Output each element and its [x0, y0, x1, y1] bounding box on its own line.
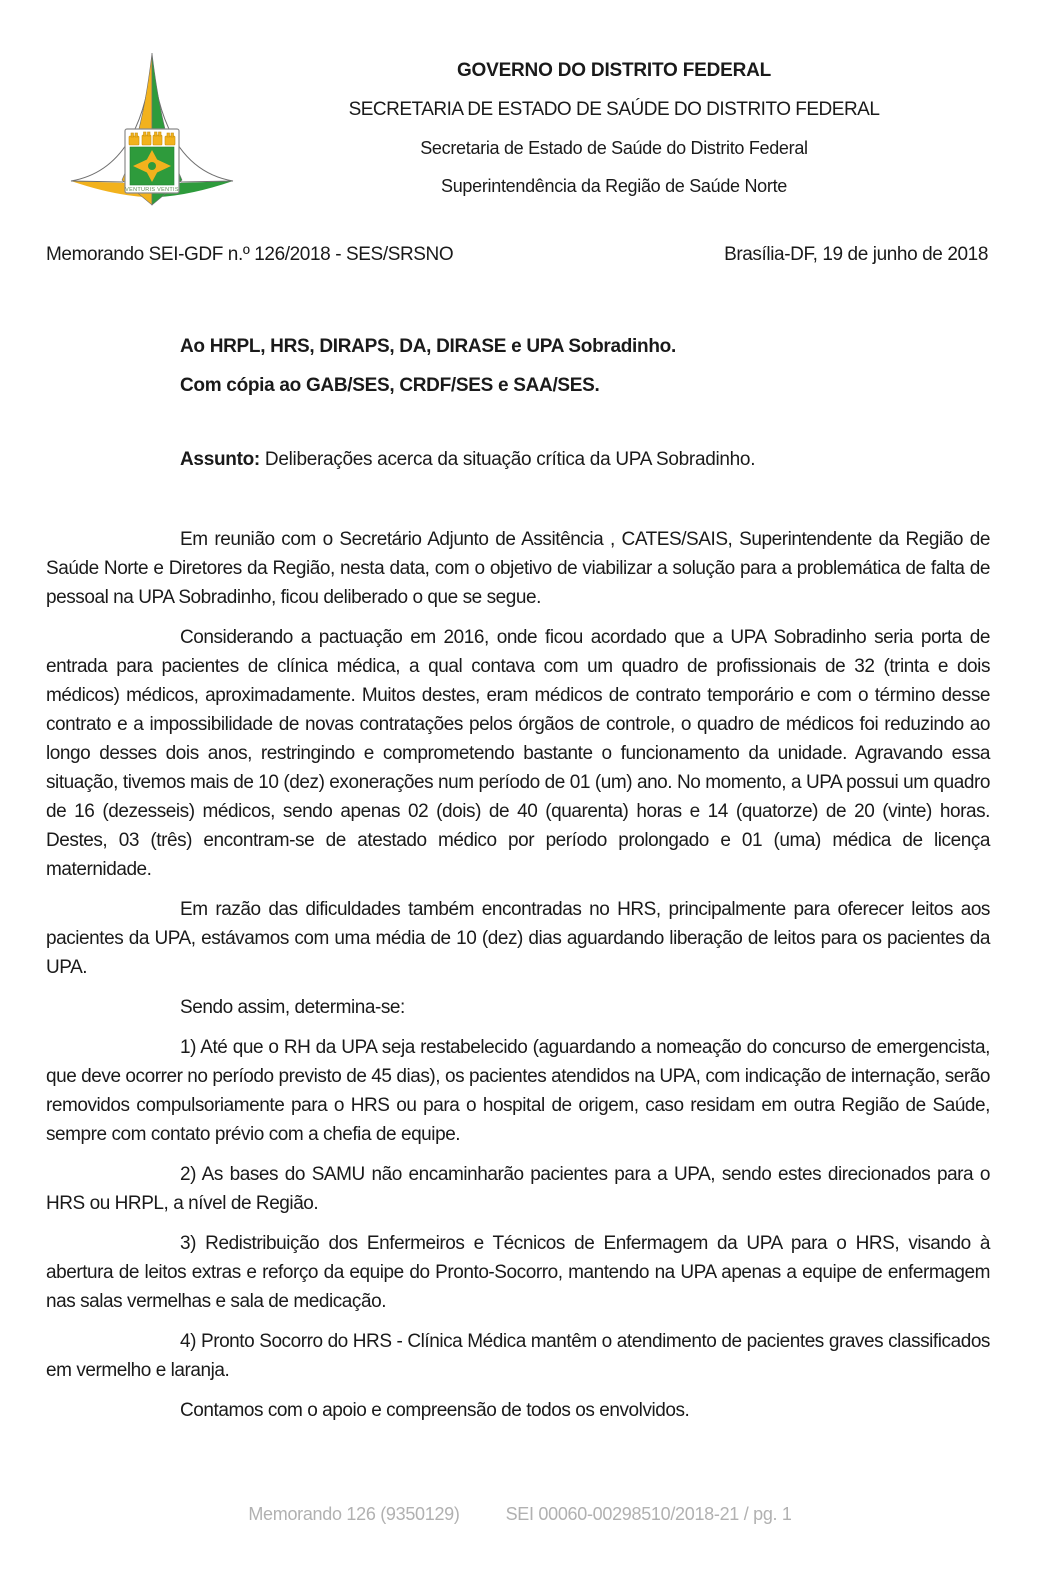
body-paragraph: 2) As bases do SAMU não encaminharão pacientes para a UPA, sendo estes direcionados para o HRS ou HRPL, a nível de Região. [46, 1164, 990, 1214]
memo-place-date: Brasília-DF, 19 de junho de 2018 [724, 244, 988, 265]
letterhead-secretariat-caps: SECRETARIA DE ESTADO DE SAÚDE DO DISTRITO FEDERAL [348, 99, 880, 120]
memo-number: Memorando SEI-GDF n.º 126/2018 - SES/SRSNO [46, 244, 454, 265]
logo-shield [125, 129, 179, 193]
letterhead-superintendence: Superintendência da Região de Saúde Norte [441, 176, 787, 196]
subject-line [180, 449, 990, 471]
memo-body [46, 525, 990, 1425]
gdf-coat-of-arms-icon [66, 50, 238, 208]
letterhead-government: GOVERNO DO DISTRITO FEDERAL [456, 60, 772, 81]
page-footer [0, 1504, 1040, 1525]
body-paragraph: 3) Redistribuição dos Enfermeiros e Técnicos de Enfermagem da UPA para o HRS, visando à abertura de leitos extras e reforço da equipe do Pronto-Socorro, mantendo na UPA apenas a equipe de enfermagem nas salas vermelhas e sala de medicação. [46, 1233, 990, 1312]
recipient-to-line: Ao HRPL, HRS, DIRAPS, DA, DIRASE e UPA Sobradinho. [180, 336, 676, 357]
logo-cross-center [148, 162, 156, 170]
body-paragraph: Sendo assim, determina-se: [180, 997, 405, 1018]
document-header [0, 0, 1040, 214]
body-paragraph: Em reunião com o Secretário Adjunto de Assitência , CATES/SAIS, Superintendente da Região de Saúde Norte e Diretores da Região, nesta data, com o objetivo de viabilizar a solução para a problemática de falta de pessoal na UPA Sobradinho, ficou deliberado o que se segue. [46, 529, 990, 608]
footer-memo-ref: Memorando 126 (9350129) [248, 1504, 460, 1524]
subject-text: Deliberações acerca da situação crítica da UPA Sobradinho. [259, 449, 756, 470]
logo-motto-text: VENTURIS VENTIS [125, 187, 179, 193]
body-paragraph: Contamos com o apoio e compreensão de todos os envolvidos. [180, 1400, 690, 1421]
footer-sei-ref: SEI 00060-00298510/2018-21 / pg. 1 [505, 1504, 792, 1524]
subject-label: Assunto: [180, 449, 260, 470]
body-paragraph: Em razão das dificuldades também encontradas no HRS, principalmente para oferecer leitos aos pacientes da UPA, estávamos com uma média de 10 (dez) dias aguardando liberação de leitos para os pacientes da UPA. [46, 899, 990, 978]
memo-id-row [46, 244, 988, 266]
recipient-cc-line: Com cópia ao GAB/SES, CRDF/SES e SAA/SES. [180, 375, 600, 396]
body-paragraph: Considerando a pactuação em 2016, onde ficou acordado que a UPA Sobradinho seria porta de entrada para pacientes de clínica médica, a qual contava com um quadro de profissionais de 32 (trinta e dois médicos) médicos, aproximadamente. Muitos destes, eram médicos de contrato temporário e com o término desse contrato e a impossibilidade de novas contratações pelos órgãos de controle, o quadro de médicos foi reduzindo ao longo desses dois anos, restringindo e comprometendo bastante o funcionamento da unidade. Agravando essa situação, tivemos mais de 10 (dez) exonerações num período de 01 (um) ano. No momento, a UPA possui um quadro de 16 (dezesseis) médicos, sendo apenas 02 (dois) de 40 (quarenta) horas e 14 (quatorze) de 20 (vinte) horas. Destes, 03 (três) encontram-se de atestado médico por período prolongado e 01 (uma) médica de licença maternidade. [46, 627, 990, 880]
letterhead-secretariat: Secretaria de Estado de Saúde do Distrito Federal [420, 138, 808, 158]
body-paragraph: 1) Até que o RH da UPA seja restabelecido (aguardando a nomeação do concurso de emergencista, que deve ocorrer no período previsto de 45 dias), os pacientes atendidos na UPA, com indicação de internação, serão removidos compulsoriamente para o HRS ou para o hospital de origem, caso residam em outra Região de Saúde, sempre com contato prévio com a chefia de equipe. [46, 1037, 990, 1145]
letterhead [238, 50, 990, 214]
body-paragraph: 4) Pronto Socorro do HRS - Clínica Médica mantêm o atendimento de pacientes graves classificados em vermelho e laranja. [46, 1331, 990, 1381]
gdf-coat-of-arms-logo [66, 50, 238, 208]
recipients-block [180, 336, 990, 397]
